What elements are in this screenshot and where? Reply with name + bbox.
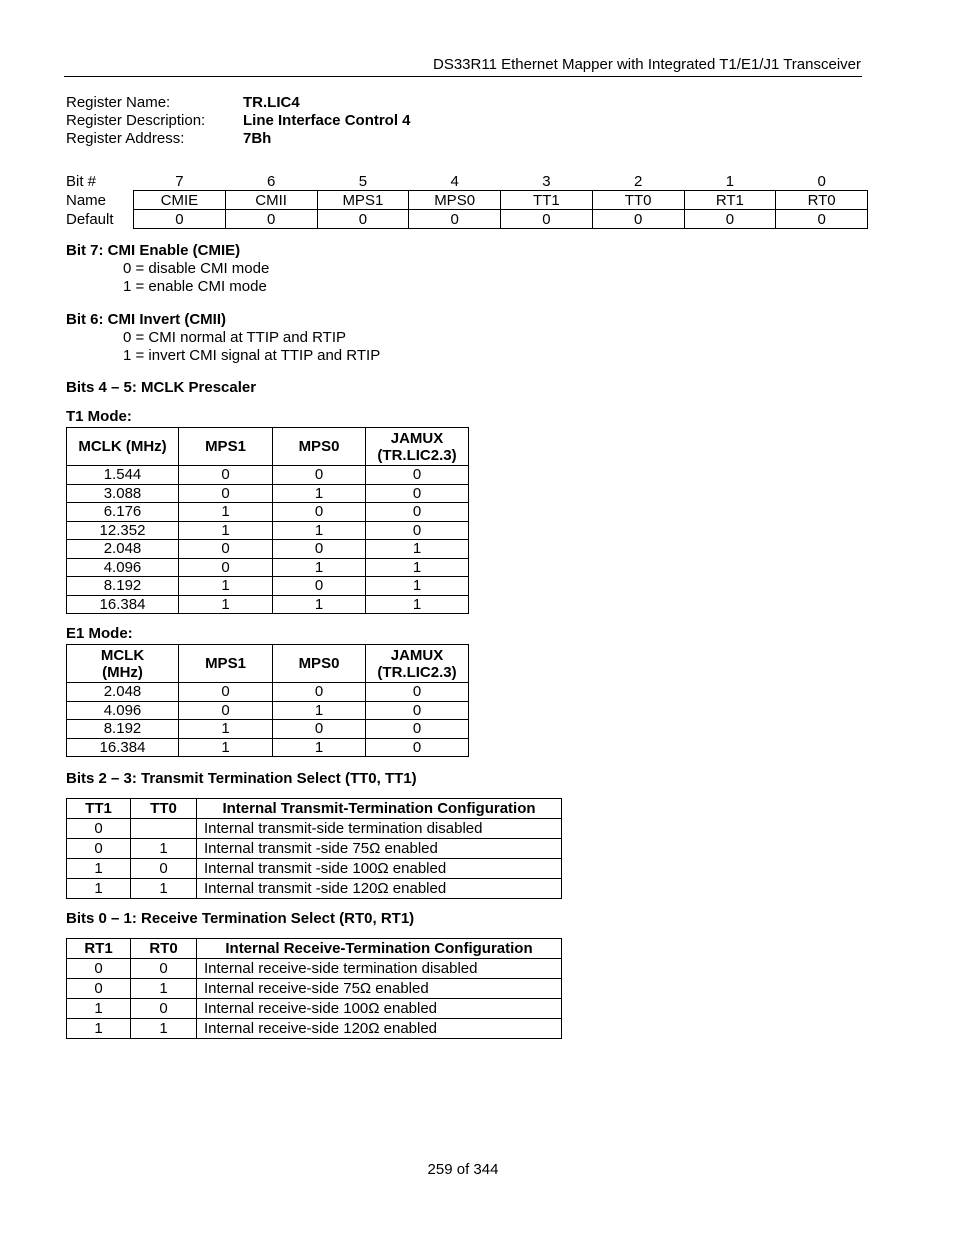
cell: 0: [366, 738, 469, 757]
register-name-label: Register Name:: [66, 94, 171, 111]
register-name-value: TR.LIC4: [243, 94, 300, 111]
e1-mode-table: [66, 644, 469, 757]
register-address-row: [66, 130, 411, 148]
cell: 1: [366, 577, 469, 596]
bit7-line: 1 = enable CMI mode: [123, 278, 267, 295]
bit7-section: [66, 242, 269, 296]
cell: 1: [366, 595, 469, 614]
cell: 1: [273, 484, 366, 503]
cell: Internal receive-side termination disabled: [197, 959, 562, 979]
bits45-title: Bits 4 – 5: MCLK Prescaler: [66, 379, 257, 396]
cell: 1: [179, 503, 273, 522]
cell: 0: [67, 979, 131, 999]
table-row: [67, 701, 469, 720]
column-header: Internal Receive-Termination Configuration: [197, 939, 562, 959]
cell: Internal transmit -side 100Ω enabled: [197, 859, 562, 879]
cell: 1: [131, 839, 197, 859]
bit-number: 0: [817, 172, 826, 190]
cell: 1: [67, 879, 131, 899]
cell: 0: [179, 484, 273, 503]
table-row: [67, 521, 469, 540]
bit-name-label: Name: [66, 191, 107, 209]
table-row: [67, 979, 562, 999]
t1-mode-table: [66, 427, 469, 614]
table-row: [67, 466, 469, 485]
column-header: MPS1: [179, 645, 273, 683]
receive-termination-table: [66, 938, 562, 1039]
register-name-row: [66, 94, 411, 112]
table-row: [67, 540, 469, 559]
cell: 0: [366, 503, 469, 522]
header-line: MCLK: [100, 646, 145, 664]
cell: 16.384: [67, 738, 179, 757]
table-row: [67, 720, 469, 739]
cell: 2.048: [67, 683, 179, 702]
bit-number: 3: [542, 172, 551, 190]
cell: Internal transmit -side 75Ω enabled: [197, 839, 562, 859]
bit-default: 0: [684, 210, 776, 229]
page-header-title: DS33R11 Ethernet Mapper with Integrated T1/E1/J1 Transceiver: [432, 56, 861, 73]
table-row: [67, 1019, 562, 1039]
bit-name: CMIE: [134, 191, 226, 210]
bit6-line: 1 = invert CMI signal at TTIP and RTIP: [123, 347, 381, 364]
cell: 0: [273, 683, 366, 702]
table-row: [67, 839, 562, 859]
cell: 0: [179, 558, 273, 577]
cell: Internal receive-side 75Ω enabled: [197, 979, 562, 999]
column-header: RT1: [67, 939, 131, 959]
cell: 1: [273, 521, 366, 540]
column-header-jamux: [366, 428, 469, 466]
cell: 0: [131, 999, 197, 1019]
cell: 2.048: [67, 540, 179, 559]
cell: 1: [366, 558, 469, 577]
column-header: TT0: [131, 799, 197, 819]
cell: 6.176: [67, 503, 179, 522]
header-divider: [64, 76, 862, 77]
register-description-row: [66, 112, 411, 130]
header-line: JAMUX: [390, 646, 444, 664]
cell: 0: [67, 959, 131, 979]
column-header-mclk: [67, 645, 179, 683]
cell: 1: [67, 859, 131, 879]
cell: 0: [67, 839, 131, 859]
cell: 4.096: [67, 701, 179, 720]
cell: 0: [131, 859, 197, 879]
cell: 1: [179, 738, 273, 757]
bit-number: 5: [358, 172, 368, 190]
bit-name: MPS0: [409, 191, 501, 210]
bit-default: 0: [776, 210, 868, 229]
bit-default-label: Default: [66, 210, 114, 228]
bit-name: RT0: [776, 191, 868, 210]
cell: 1: [131, 879, 197, 899]
cell: 0: [366, 484, 469, 503]
cell: 12.352: [67, 521, 179, 540]
bit-default: 0: [592, 210, 684, 229]
bit-name-row: [66, 191, 868, 210]
bit-number-row: [66, 172, 868, 191]
cell: 1: [273, 595, 366, 614]
bit6-title: Bit 6: CMI Invert (CMII): [66, 311, 226, 328]
table-row: [67, 595, 469, 614]
bit-number-label: Bit #: [66, 172, 97, 190]
cell: 1: [179, 595, 273, 614]
cell: Internal transmit-side termination disabled: [197, 819, 562, 839]
column-header: TT1: [67, 799, 131, 819]
column-header: RT0: [131, 939, 197, 959]
table-row: [67, 738, 469, 757]
table-row: [67, 959, 562, 979]
cell: 8.192: [67, 577, 179, 596]
bit-default: 0: [409, 210, 501, 229]
cell: 0: [366, 466, 469, 485]
bit-default: 0: [501, 210, 593, 229]
bit7-title: Bit 7: CMI Enable (CMIE): [66, 242, 241, 259]
bit-number: 4: [450, 172, 459, 190]
register-description-label: Register Description:: [66, 112, 206, 129]
column-header: Internal Transmit-Termination Configuration: [197, 799, 562, 819]
bit-number: 6: [266, 172, 276, 190]
bit-number: 2: [633, 172, 643, 190]
cell: 0: [179, 466, 273, 485]
cell: 0: [273, 577, 366, 596]
table-row: [67, 577, 469, 596]
bit7-line: 0 = disable CMI mode: [123, 260, 270, 277]
bit-name: CMII: [225, 191, 317, 210]
cell: 0: [273, 466, 366, 485]
cell: 16.384: [67, 595, 179, 614]
cell: 1: [179, 720, 273, 739]
cell: 1: [131, 979, 197, 999]
column-header: MCLK (MHz): [67, 428, 179, 466]
tt-section-title: Bits 2 – 3: Transmit Termination Select (TT0, TT1): [66, 770, 417, 787]
bit6-line: 0 = CMI normal at TTIP and RTIP: [123, 329, 347, 346]
bit-name: RT1: [684, 191, 776, 210]
cell: 0: [366, 683, 469, 702]
cell: 1: [67, 999, 131, 1019]
transmit-termination-table: [66, 798, 562, 899]
bit-name: MPS1: [317, 191, 409, 210]
page-number: 259 of 344: [427, 1161, 499, 1178]
header-line: (TR.LIC2.3): [377, 663, 457, 681]
header-line: (MHz): [102, 663, 143, 681]
t1-mode-title: T1 Mode:: [66, 408, 132, 425]
cell: 1: [273, 558, 366, 577]
table-header-row: [67, 939, 562, 959]
cell: 1: [179, 577, 273, 596]
cell: 0: [273, 503, 366, 522]
table-row: [67, 503, 469, 522]
table-row: [67, 683, 469, 702]
table-header-row: [67, 799, 562, 819]
table-header-row: [67, 645, 469, 683]
e1-mode-title: E1 Mode:: [66, 625, 133, 642]
column-header: MPS1: [179, 428, 273, 466]
bit-default: 0: [317, 210, 409, 229]
column-header: MPS0: [273, 645, 366, 683]
cell: 8.192: [67, 720, 179, 739]
bit-name: TT1: [501, 191, 593, 210]
cell: 0: [366, 701, 469, 720]
cell: 0: [179, 701, 273, 720]
column-header: MPS0: [273, 428, 366, 466]
cell: 1.544: [67, 466, 179, 485]
table-row: [67, 819, 562, 839]
table-row: [67, 879, 562, 899]
bit-table: [66, 172, 868, 229]
register-info: [66, 94, 411, 148]
cell: 0: [67, 819, 131, 839]
cell: 1: [273, 738, 366, 757]
cell: 1: [273, 701, 366, 720]
cell: 0: [366, 720, 469, 739]
cell: 0: [179, 540, 273, 559]
column-header-jamux: [366, 645, 469, 683]
bit6-section: [66, 311, 380, 365]
register-address-label: Register Address:: [66, 130, 185, 147]
header-line: JAMUX: [390, 429, 444, 447]
cell: 1: [366, 540, 469, 559]
bit-default: 0: [134, 210, 226, 229]
bit-default: 0: [225, 210, 317, 229]
rt-section-title: Bits 0 – 1: Receive Termination Select (RT0, RT1): [66, 910, 415, 927]
register-address-value: 7Bh: [243, 130, 272, 147]
cell: Internal transmit -side 120Ω enabled: [197, 879, 562, 899]
cell: 0: [179, 683, 273, 702]
cell: 3.088: [67, 484, 179, 503]
cell: 4.096: [67, 558, 179, 577]
header-line: (TR.LIC2.3): [377, 446, 457, 464]
table-row: [67, 859, 562, 879]
cell: 1: [131, 1019, 197, 1039]
bit-number: 1: [725, 172, 735, 190]
cell: 1: [179, 521, 273, 540]
cell: Internal receive-side 120Ω enabled: [197, 1019, 562, 1039]
table-header-row: [67, 428, 469, 466]
table-row: [67, 999, 562, 1019]
cell: 1: [67, 1019, 131, 1039]
table-row: [67, 558, 469, 577]
bit-number: 7: [175, 172, 184, 190]
table-row: [67, 484, 469, 503]
cell: 0: [273, 540, 366, 559]
cell: 0: [131, 959, 197, 979]
bit-name: TT0: [592, 191, 684, 210]
cell: 0: [273, 720, 366, 739]
cell: Internal receive-side 100Ω enabled: [197, 999, 562, 1019]
bit-default-row: [66, 210, 868, 229]
cell: 0: [366, 521, 469, 540]
cell: [131, 819, 197, 839]
register-description-value: Line Interface Control 4: [243, 112, 411, 129]
